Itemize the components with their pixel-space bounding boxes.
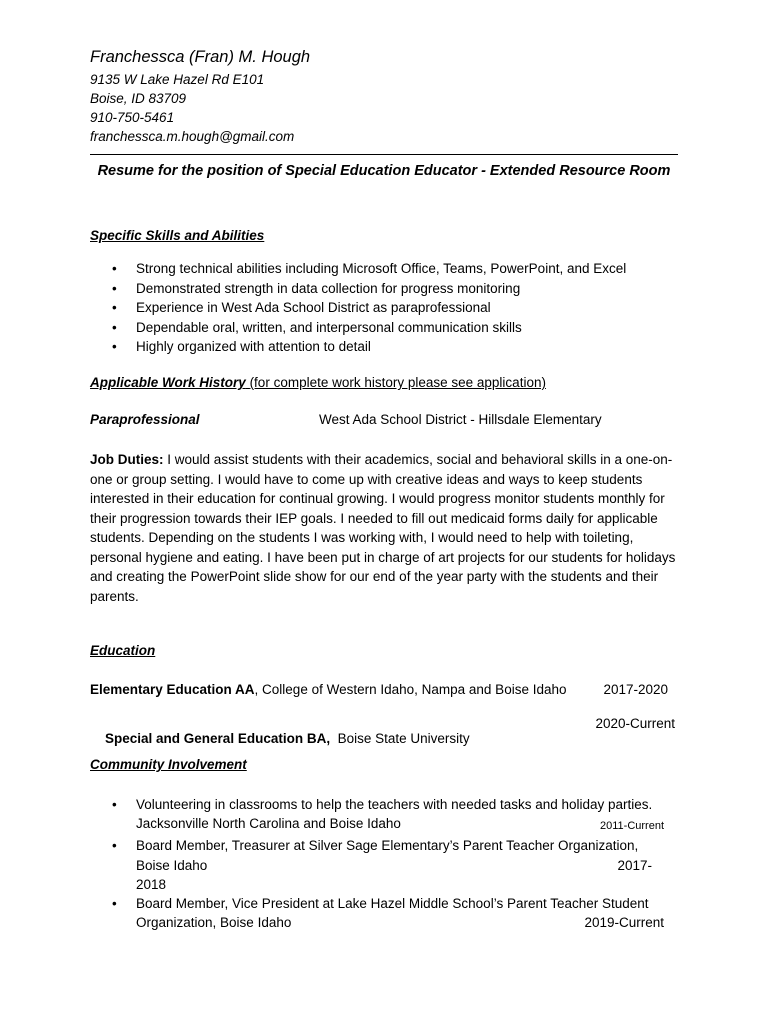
list-item: • Dependable oral, written, and interpersonal communication skills [90,318,690,338]
job-employer: West Ada School District - Hillsdale Elementary [319,412,602,427]
school-name: , College of Western Idaho, Nampa and Boise Idaho [254,682,567,697]
community-line: Jacksonville North Carolina and Boise Idaho [136,816,401,832]
job-duties-text: I would assist students with their academics, social and behavioral skills in a one-on-one or group setting. I would have to come up with creative ideas and ways to keep students interested in their education for continual growing. I would progress monitor students monthly for their progression towards their IEP goals. I needed to fill out medicaid forms daily for applicable students. Depending on the students I was working with, I would need to help with toileting, personal hygiene and eating. I have been put in charge of art projects for our students for holidays and creating the PowerPoint slide show for our end of the year party with the students and their parents. [90,452,676,604]
list-item: • Experience in West Ada School District as paraprofessional [90,298,690,318]
skills-heading: Specific Skills and Abilities [90,228,265,243]
job-duties-label: Job Duties: [90,452,164,467]
community-line: Boise Idaho [136,857,208,873]
job-title: Paraprofessional [90,412,200,427]
community-line: 2018 [136,876,167,892]
list-item [90,795,690,836]
contact-block [90,70,294,146]
education-dates: 2020-Current [595,716,675,731]
header-divider [90,154,678,155]
education-heading: Education [90,643,156,658]
community-line: Board Member, Treasurer at Silver Sage Elementary’s Parent Teacher Organization, [136,838,639,854]
work-history-note: (for complete work history please see application) [249,375,546,390]
address-line-1: 9135 W Lake Hazel Rd E101 [90,72,265,87]
community-line: Organization, Boise Idaho [136,915,292,931]
work-history-title: Applicable Work History [90,375,246,390]
degree-name: Special and General Education BA, [105,731,331,746]
community-dates: 2017- [617,857,652,873]
community-list [90,795,690,932]
school-name: Boise State University [330,731,470,746]
resume-title: Resume for the position of Special Education Educator - Extended Resource Room [97,163,671,179]
bullet: • [112,838,117,854]
address-line-2: Boise, ID 83709 [90,91,187,106]
degree-name: Elementary Education AA [90,682,255,697]
email-address: franchessca.m.hough@gmail.com [90,129,295,144]
education-entry [90,682,674,697]
phone-number: 910-750-5461 [90,110,175,125]
bullet: • [112,797,117,812]
list-item: • Highly organized with attention to detail [90,337,690,357]
community-line: Board Member, Vice President at Lake Hazel Middle School’s Parent Teacher Student [136,896,649,912]
job-duties [90,450,682,606]
applicant-name: Franchessca (Fran) M. Hough [90,48,311,66]
education-entry [90,716,674,761]
list-item: • Strong technical abilities including Microsoft Office, Teams, PowerPoint, and Excel [90,259,690,279]
work-history-heading [90,375,546,390]
community-dates: 2019-Current [584,915,664,931]
community-line: Volunteering in classrooms to help the teachers with needed tasks and holiday parties. [136,797,653,812]
community-heading: Community Involvement [90,757,247,772]
education-dates: 2017-2020 [603,682,668,697]
list-item: • Demonstrated strength in data collection for progress monitoring [90,279,690,299]
community-dates: 2011-Current [600,820,664,833]
bullet: • [112,896,117,912]
skills-list [90,259,690,357]
list-item [90,894,690,932]
list-item [90,836,690,894]
